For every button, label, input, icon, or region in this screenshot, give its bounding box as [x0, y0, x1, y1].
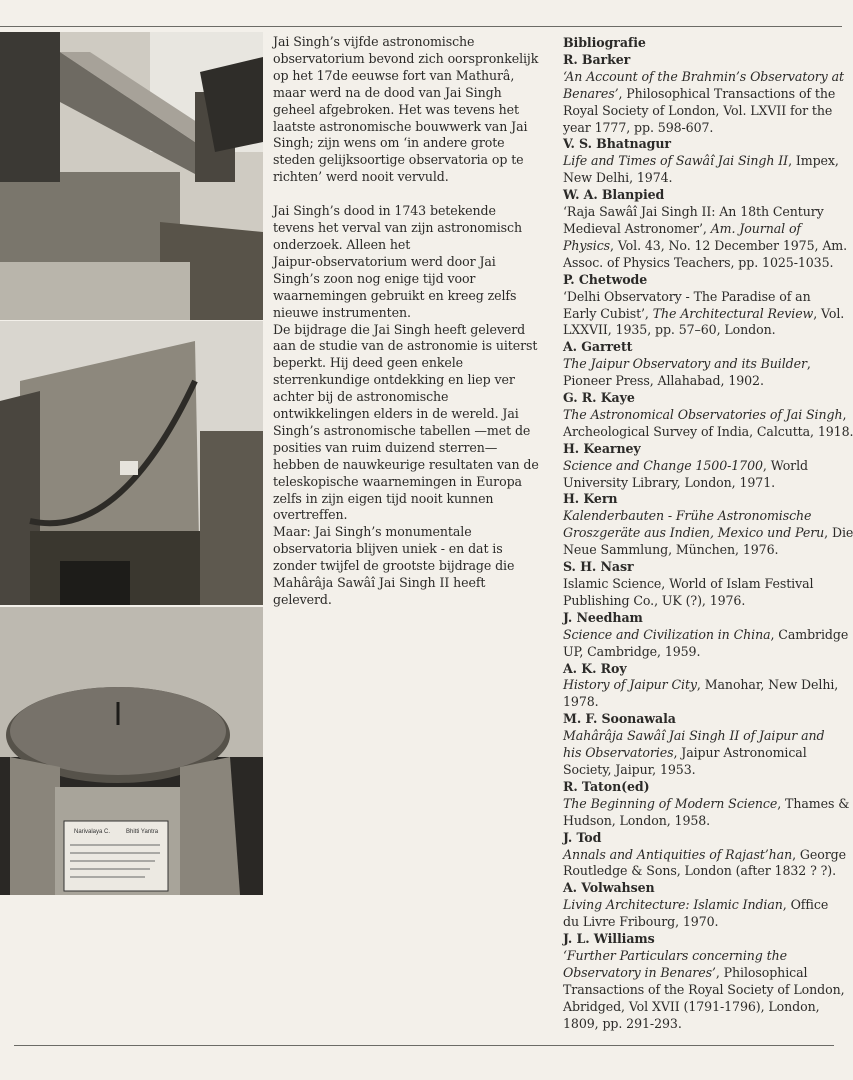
body-line: geleverd.: [273, 592, 332, 607]
entry-title-text: Am. Journal of: [710, 220, 801, 236]
body-line: Mahârâja Sawâî Jai Singh II heeft: [273, 575, 486, 591]
body-line: observatoria blijven uniek - en dat is: [273, 541, 503, 557]
entry-text: 1809, pp. 291-293.: [563, 1015, 682, 1031]
entry-line: [563, 170, 842, 187]
entry-title-text: Science and Change 1500-1700: [563, 457, 763, 473]
entry-line: [563, 728, 842, 745]
body-paragraph: [273, 524, 558, 609]
entry-author: J. Tod: [563, 829, 602, 845]
photo-staircase-instrument: [0, 32, 263, 320]
entry-text: , Thames &: [777, 795, 850, 811]
entry-title-text: The Jaipur Observatory and its Builder: [563, 356, 807, 372]
body-line: zelfs in zijn eigen tijd nooit kunnen: [273, 490, 494, 506]
entry-title-text: Mahârâja Sawâî Jai Singh II of Jaipur and: [563, 728, 825, 744]
bibliography-entry: [563, 441, 842, 492]
body-line: Singh’s astronomische tabellen —met de: [273, 422, 531, 438]
entry-line: [563, 795, 850, 813]
body-line: Jaipur-observatorium werd door Jai: [273, 253, 496, 269]
body-paragraph: [273, 322, 558, 525]
entry-line: [563, 289, 842, 306]
entry-text: Royal Society of London, Vol. LXVII for the: [563, 102, 833, 118]
plaque-title-right: Bhitti Yantra: [126, 829, 159, 835]
entry-line: [563, 626, 849, 644]
body-line: onderzoek. Alleen het: [273, 236, 411, 252]
entry-text: Society, Jaipur, 1953.: [563, 761, 696, 777]
entry-text: , Jaipur Astronomical: [673, 745, 807, 761]
entry-text: Abridged, Vol XVII (1791-1796), London,: [563, 998, 820, 1014]
plaque-title-left: Narivalaya C.: [74, 829, 111, 835]
entry-title-text: Benares’: [563, 85, 619, 101]
entry-line: [563, 458, 842, 475]
entry-title-text: The Astronomical Observatories of Jai Singh: [563, 406, 843, 422]
body-line: aan de studie van de astronomie is uiterst: [273, 338, 538, 354]
bibliography-entry: [563, 187, 848, 272]
body-line: nieuwe instrumenten.: [273, 304, 411, 320]
entry-line: [563, 69, 842, 86]
entry-text: , Manohar, New Delhi,: [696, 677, 839, 693]
entry-text: Archeological Survey of India, Calcutta, 1918.: [563, 423, 853, 439]
body-line: beperkt. Hij deed geen enkele: [273, 355, 464, 371]
entry-text: Publishing Co., UK (?), 1976.: [563, 592, 746, 608]
entry-text: 1978.: [563, 694, 599, 710]
bibliography-heading: Bibliografie: [563, 35, 646, 50]
entry-line: [563, 948, 842, 965]
entry-text: ‘Raja Sawâî Jai Singh II: An 18th Century: [563, 204, 824, 220]
entry-text: , Vol.: [813, 305, 845, 321]
entry-title-text: Groszgeräte aus Indien, Mexico und Peru: [563, 525, 825, 541]
entry-line: [563, 204, 842, 221]
entry-title-text: Physics: [563, 237, 611, 253]
entry-text: , George: [792, 846, 846, 862]
entry-author: V. S. Bhatnagur: [563, 136, 671, 152]
entry-line: [563, 981, 845, 999]
entry-text: year 1777, pp. 598-607.: [563, 119, 714, 135]
top-rule: [0, 26, 842, 27]
entry-line: [563, 86, 842, 103]
entry-author: M. F. Soonawala: [563, 711, 676, 727]
entry-text: ,: [842, 406, 847, 422]
body-line: Singh; zijn wens om ‘in andere grote: [273, 135, 505, 151]
bibliography-entry: [563, 390, 853, 441]
entry-author: R. Taton(ed): [563, 778, 650, 794]
entry-line: [563, 965, 842, 982]
entry-text: University Library, London, 1971.: [563, 474, 776, 490]
entry-line: [563, 373, 842, 390]
entry-text: Hudson, London, 1958.: [563, 812, 711, 828]
entry-author: J. L. Williams: [563, 931, 655, 947]
entry-text: Assoc. of Physics Teachers, pp. 1025-1035.: [563, 254, 834, 270]
entry-line: [563, 1016, 842, 1033]
body-line: Maar: Jai Singh’s monumentale: [273, 524, 472, 540]
body-paragraph: [273, 34, 558, 186]
bibliography-entry: [563, 829, 846, 881]
entry-text: , Philosophical Transactions of the: [618, 85, 836, 101]
body-line: richten’ werd nooit vervuld.: [273, 169, 449, 185]
entry-author: A. Volwahsen: [563, 880, 655, 896]
entry-author: W. A. Blanpied: [563, 187, 665, 203]
entry-text: , World: [762, 457, 808, 473]
bibliography-entry: [563, 339, 842, 390]
body-line: teleskopische waarnemingen in Europa: [273, 473, 522, 489]
bibliography-entry: [563, 778, 850, 830]
body-line: sterrenkundige ontdekking en liep ver: [273, 372, 515, 388]
body-line: Singh’s zoon nog enige tijd voor: [273, 270, 476, 286]
entry-author: S. H. Nasr: [563, 559, 634, 575]
entry-line: [563, 745, 842, 762]
entry-text: , Philosophical: [715, 964, 808, 980]
entry-line: [563, 103, 842, 120]
entry-text: Routledge & Sons, London (after 1832 ? ?).: [563, 863, 837, 879]
bibliography-entry: [563, 609, 849, 661]
bibliography-column: [563, 35, 853, 1032]
entry-title-text: his Observatories: [563, 745, 674, 761]
entry-line: [563, 356, 842, 373]
entry-line: [563, 255, 842, 272]
entry-line: [563, 542, 842, 559]
entry-line: [563, 221, 842, 238]
entry-text: , Office: [782, 897, 829, 913]
bibliography-entry: [563, 491, 853, 559]
entry-line: [563, 305, 845, 323]
entry-text: Transactions of the Royal Society of London,: [563, 981, 845, 997]
entry-line: [563, 999, 842, 1016]
bibliography-entry: [563, 52, 842, 137]
entry-author: H. Kern: [563, 491, 618, 507]
entry-title-text: Life and Times of Sawâî Jai Singh II: [563, 153, 789, 169]
entry-title-text: The Beginning of Modern Science: [563, 795, 778, 811]
entry-text: ,: [806, 356, 811, 372]
entry-line: [563, 322, 842, 339]
entry-author: P. Chetwode: [563, 271, 648, 287]
bibliography-entry: [563, 880, 842, 931]
entry-text: , Cambridge: [770, 626, 849, 642]
entry-line: [563, 525, 853, 542]
entry-line: [563, 914, 842, 931]
bottom-rule: [14, 1045, 834, 1046]
body-line: ontwikkelingen elders in de wereld. Jai: [273, 406, 519, 422]
entry-text: Early Cubist’,: [563, 305, 653, 321]
entry-author: G. R. Kaye: [563, 390, 635, 406]
entry-text: Neue Sammlung, München, 1976.: [563, 542, 779, 558]
body-line: laatste astronomische bouwwerk van Jai: [273, 118, 528, 134]
entry-text: Pioneer Press, Allahabad, 1902.: [563, 373, 764, 389]
entry-text: du Livre Fribourg, 1970.: [563, 914, 719, 930]
body-line: tevens het verval van zijn astronomisch: [273, 220, 522, 236]
entry-line: [563, 237, 848, 255]
body-line: De bijdrage die Jai Singh heeft geleverd: [273, 321, 526, 337]
bibliography-entry: [563, 711, 842, 779]
entry-author: H. Kearney: [563, 440, 641, 456]
body-line: Jai Singh’s dood in 1743 betekende: [273, 203, 496, 219]
body-line: maar werd na de dood van Jai Singh: [273, 84, 502, 100]
entry-title-text: The Architectural Review: [652, 305, 814, 321]
body-line: op het 17de eeuwse fort van Mathurâ,: [273, 67, 515, 83]
entry-title-text: Living Architecture: Islamic Indian: [563, 897, 783, 913]
body-line: posities van ruim duizend sterren—: [273, 439, 498, 455]
entry-text: , Impex,: [788, 153, 839, 169]
entry-author: A. K. Roy: [563, 660, 627, 676]
entry-text: Medieval Astronomer’,: [563, 220, 711, 236]
body-line: Jai Singh’s vijfde astronomische: [273, 34, 475, 49]
entry-line: [563, 762, 842, 779]
entry-line: [563, 406, 847, 424]
bibliography-entries: [563, 51, 853, 1033]
bibliography-entry: [563, 661, 842, 712]
body-line: zonder twijfel de grootste bijdrage die: [273, 558, 515, 574]
entry-text: Islamic Science, World of Islam Festival: [563, 576, 814, 591]
entry-title-text: History of Jaipur City: [563, 677, 697, 693]
entry-text: , Vol. 43, No. 12 December 1975, Am.: [610, 237, 848, 253]
body-line: observatorium bevond zich oorspronkelijk: [273, 50, 539, 66]
entry-author: R. Barker: [563, 51, 631, 67]
body-paragraph: [273, 203, 558, 321]
entry-line: [563, 423, 853, 441]
entry-text: LXXVII, 1935, pp. 57–60, London.: [563, 322, 776, 338]
bibliography-entry: [563, 136, 842, 187]
bibliography-entry: [563, 931, 845, 1032]
entry-line: [563, 694, 842, 711]
bibliography-entry: [563, 559, 842, 610]
body-line: steden gelijksoortige observatoria op te: [273, 152, 524, 168]
body-line: achter bij de astronomische: [273, 389, 449, 405]
bibliography-entry: [563, 271, 845, 340]
entry-line: [563, 677, 842, 694]
entry-line: [563, 846, 846, 864]
entry-title-text: Kalenderbauten - Frühe Astronomische: [563, 508, 812, 524]
entry-line: [563, 897, 842, 914]
photo-sundial-plaque: [0, 607, 263, 895]
body-line: waarnemingen gebruikt en kreeg zelfs: [273, 287, 517, 303]
photo-curved-wall-instrument: [0, 321, 263, 605]
entry-author: A. Garrett: [563, 339, 633, 355]
entry-text: , Die: [824, 525, 853, 541]
entry-title-text: Science and Civilization in China: [563, 626, 771, 642]
body-text-column: [273, 34, 558, 609]
entry-author: J. Needham: [563, 609, 643, 625]
entry-line: [563, 475, 842, 492]
entry-line: [563, 593, 842, 610]
entry-line: [563, 644, 842, 661]
body-line: geheel afgebroken. Het was tevens het: [273, 101, 519, 117]
entry-line: [563, 576, 842, 593]
entry-title-text: ‘An Account of the Brahmin’s Observatory at: [563, 68, 844, 84]
entry-line: [563, 863, 842, 880]
body-line: hebben de nauwkeurige resultaten van de: [273, 456, 539, 472]
entry-title-text: Observatory in Benares’: [563, 964, 716, 980]
entry-text: New Delhi, 1974.: [563, 170, 673, 186]
entry-text: ‘Delhi Observatory - The Paradise of an: [563, 288, 811, 304]
entry-line: [563, 153, 842, 170]
entry-line: [563, 120, 842, 137]
entry-text: UP, Cambridge, 1959.: [563, 643, 701, 659]
entry-title-text: Annals and Antiquities of Rajast’han: [563, 846, 793, 862]
entry-line: [563, 508, 842, 525]
entry-title-text: ‘Further Particulars concerning the: [563, 947, 787, 963]
body-line: overtreffen.: [273, 507, 348, 523]
entry-line: [563, 813, 842, 830]
